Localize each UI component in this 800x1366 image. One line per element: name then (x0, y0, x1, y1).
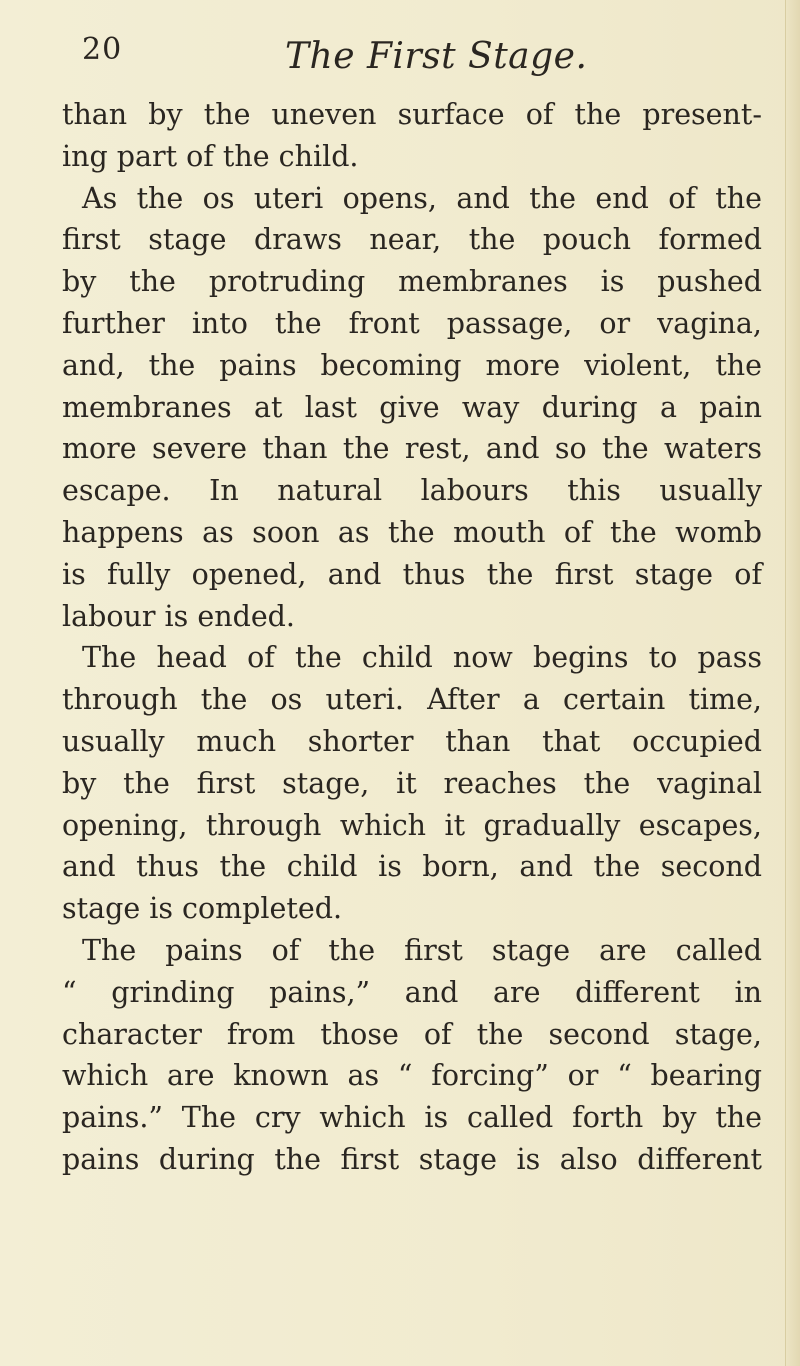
text-line: and thus the child is born, and the second (62, 850, 762, 884)
text-line: ing part of the child. (62, 139, 359, 173)
text-line: stage is completed. (62, 892, 343, 926)
text-line: by the first stage, it reaches the vaginal (62, 766, 762, 800)
text-line: which are known as “ forcing” or “ bearing (62, 1059, 762, 1093)
text-line: The pains of the first stage are called (82, 933, 762, 967)
text-line: pains during the first stage is also different (62, 1142, 762, 1176)
text-line: “ grinding pains,” and are different in (62, 975, 762, 1009)
text-line: character from those of the second stage, (62, 1017, 762, 1051)
text-line: escape. In natural labours this usually (62, 474, 762, 508)
text-line: usually much shorter than that occupied (62, 724, 762, 758)
text-line: first stage draws near, the pouch formed (62, 223, 762, 257)
text-line: happens as soon as the mouth of the womb (62, 515, 762, 549)
text-line: more severe than the rest, and so the waters (62, 432, 762, 466)
page-number: 20 (82, 32, 123, 67)
text-line: As the os uteri opens, and the end of the (82, 181, 762, 215)
text-line: labour is ended. (62, 599, 295, 633)
page-header (0, 28, 800, 88)
text-line: is fully opened, and thus the first stage of (62, 557, 762, 591)
text-line: opening, through which it gradually escapes, (62, 808, 762, 842)
text-line: The head of the child now begins to pass (82, 641, 762, 675)
text-line: than by the uneven surface of the present- (62, 98, 762, 131)
running-head: The First Stage. (285, 36, 588, 77)
text-line: and, the pains becoming more violent, the (62, 348, 762, 382)
page-edge (785, 0, 800, 1366)
body-text (62, 94, 762, 1181)
text-line: by the protruding membranes is pushed (62, 265, 762, 299)
text-line: pains.” The cry which is called forth by the (62, 1101, 762, 1135)
text-line: further into the front passage, or vagina, (62, 306, 762, 340)
text-line: membranes at last give way during a pain (62, 390, 762, 424)
text-line: through the os uteri. After a certain time, (62, 683, 762, 717)
